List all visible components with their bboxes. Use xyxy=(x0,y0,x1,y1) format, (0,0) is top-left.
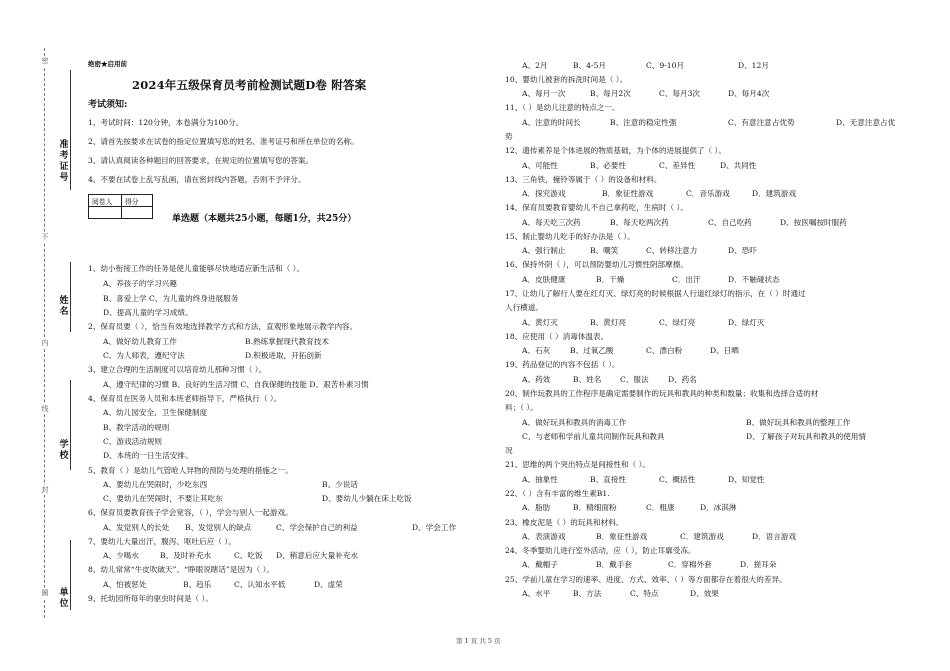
option: D．语言游戏 xyxy=(752,532,797,541)
question-stem: 11、（ ）是幼儿注意的特点之一。 xyxy=(505,103,620,112)
question-stem: 15、制止婴幼儿吃手的好办法是（ ）。 xyxy=(505,232,635,241)
question-stem: 5、教育（ ）是幼儿气管呛人异物的预防与处理的措施之一。 xyxy=(88,466,293,475)
option: D、效果 xyxy=(690,589,719,598)
option: A、养孩子的学习兴趣 xyxy=(103,279,177,288)
option: B、及时补充水 xyxy=(160,551,212,560)
question-stem: 18、应使用（ ）消毒体温表。 xyxy=(505,332,609,341)
option: D、恐吓 xyxy=(728,246,757,255)
notice-heading: 考试须知: xyxy=(88,100,128,110)
question-stem: 22、（ ）含有丰富的维生素B1. xyxy=(505,489,610,498)
option: C、特点 xyxy=(630,589,659,598)
name-label: 姓名 xyxy=(59,296,69,317)
section-title: 单选题（本题共25小题，每题1分，共25分） xyxy=(172,214,357,224)
option: C、转移注意力 xyxy=(646,246,698,255)
option: D、了解孩子对玩具和教具的使用情 xyxy=(746,432,866,441)
option: C、自己吃药 xyxy=(708,218,752,227)
question-stem: 19、药品登记的内容不包括（ ）。 xyxy=(505,360,620,369)
option: B、少说话 xyxy=(322,480,358,489)
option: A、怕被惩处 xyxy=(103,580,147,589)
option: C、差异性 xyxy=(659,161,696,170)
option: A、每月一次 xyxy=(522,89,566,98)
seal-char: 密 xyxy=(41,57,49,65)
option: D．冰淇淋 xyxy=(700,503,737,512)
question-stem: 17、让幼儿了解行人要在红灯灭、绿灯亮的时候根据人行道红绿灯的指示，在（ ）时通过 xyxy=(505,289,806,298)
option: B．干燥 xyxy=(596,275,625,284)
question-stem: 10、婴幼儿被套的拆洗时间是（ ）。 xyxy=(505,75,628,84)
option: B．象征性游戏 xyxy=(596,532,648,541)
option: D．建筑游戏 xyxy=(752,189,797,198)
option: B、黄灯亮 xyxy=(590,318,626,327)
option: B．象征性游戏 xyxy=(602,189,654,198)
option: B、过氧乙酸 xyxy=(570,346,614,355)
question-stem: 7、要幼儿大量出汗，腹泻、呕吐后应（ ）。 xyxy=(88,537,236,546)
option: C、吃饭 xyxy=(234,551,263,560)
question-stem: 9、托幼园所每年的驱虫时间是（ ）。 xyxy=(88,594,213,603)
notice-item: 1、考试时间：120分钟，本卷满分为100分。 xyxy=(88,118,244,127)
question-stem: 24、冬季婴幼儿进行室外活动，应（ ），防止耳廓受冻。 xyxy=(505,546,696,555)
option: A、发觉别人的长处 xyxy=(103,523,170,532)
option: A．表演游戏 xyxy=(522,532,566,541)
option: A、遵守纪律的习惯 B、良好的生活习惯 C、自我保健的技能 D、艰苦朴素习惯 xyxy=(103,380,369,389)
page-number: 第 1 页 共 5 页 xyxy=(456,637,501,645)
option: D、提高儿童的学习成绩。 xyxy=(103,308,193,317)
grader-cell[interactable] xyxy=(89,207,122,219)
notice-item: 4、不要在试卷上乱写乱画，请在密封线内答题，否则不予评分。 xyxy=(88,175,306,184)
option: D、绿灯灭 xyxy=(728,318,765,327)
name-line[interactable] xyxy=(70,262,71,332)
option-wrap: 势 xyxy=(505,132,513,141)
option: D．搓耳朵 xyxy=(740,560,777,569)
score-header: 得分 xyxy=(122,195,153,207)
question-stem: 16、保持外阴（ ），可以预防婴幼儿习惯性阴部摩擦。 xyxy=(505,260,688,269)
notice-item: 3、请认真阅读各种题目的回答要求，在规定的位置填写您的答案。 xyxy=(88,156,314,165)
option: D、本班的一日生活安排。 xyxy=(103,451,193,460)
option: A、强行制止 xyxy=(522,246,566,255)
option: B、姓名 xyxy=(573,375,602,384)
option: C、漂白粉 xyxy=(646,346,683,355)
option: B、必要性 xyxy=(590,161,626,170)
option: D、要幼儿少躺在床上吃饭 xyxy=(322,494,412,503)
option: A、每天吃三次药 xyxy=(522,218,581,227)
unit-label: 单位 xyxy=(59,588,69,609)
option: A．戴帽子 xyxy=(522,560,558,569)
option: A．探究游戏 xyxy=(522,189,566,198)
option: A、幼儿园安全、卫生保健制度 xyxy=(103,408,208,417)
option: D、虚荣 xyxy=(314,580,343,589)
notice-item: 2、请首先按要求在试卷的指定位置填写您的姓名、准考证号和所在单位的名称。 xyxy=(88,137,359,146)
question-stem: 13、三角铁，撞铃等属于（ ）的设备和材料。 xyxy=(505,175,662,184)
option: A、做好玩具和教具的消毒工作 xyxy=(522,418,627,427)
question-stem: 8、幼儿常常“牛皮吹破天”、“睁眼说瞎话”是因为（ ）。 xyxy=(88,565,275,574)
option: D、药名 xyxy=(668,375,697,384)
question-stem: 3、建立合理的生活制度可以培育幼儿那种习惯（ ）。 xyxy=(88,365,267,374)
option: A、要幼儿在哭闹时，少吃东西 xyxy=(103,480,208,489)
question-stem: 2、保育员要（ ），恰当有效地选择教学方式和方法，直观形象地展示教学内容。 xyxy=(88,322,358,331)
option: B、每月2次 xyxy=(590,89,631,98)
school-label: 学校 xyxy=(59,440,69,461)
option: B、趋乐 xyxy=(183,580,212,589)
option: B、嘲笑 xyxy=(590,246,619,255)
option: A．脂肪 xyxy=(522,503,551,512)
option: C、有意注意占优势 xyxy=(728,118,795,127)
question-stem-wrap: 人行横道。 xyxy=(505,303,543,312)
option: C、学会保护自己的利益 xyxy=(276,523,358,532)
seal-char: 内 xyxy=(41,339,49,347)
option: C、9-10月 xyxy=(646,61,685,70)
secret-label: 绝密★启用前 xyxy=(88,60,127,68)
option: D、每月4次 xyxy=(728,89,770,98)
grader-header: 阅卷人 xyxy=(89,195,122,207)
option: C．粗康 xyxy=(646,503,675,512)
question-stem: 12、遗传素养是个体进展的物质基础，为个体的进展提供了（ ）。 xyxy=(505,146,726,155)
option: D、稍意后应大量补充水 xyxy=(276,551,359,560)
seal-char: 封 xyxy=(41,486,49,494)
option: D、共同性 xyxy=(720,161,757,170)
question-stem-wrap: 料；（ ）。 xyxy=(505,403,538,412)
option: C、绿灯亮 xyxy=(659,318,696,327)
option: B、发觉别人的缺点 xyxy=(185,523,252,532)
option: A、注意的时间长 xyxy=(522,118,581,127)
option: A、抽象性 xyxy=(522,475,558,484)
option: C．出汗 xyxy=(672,275,701,284)
option: C．建筑游戏 xyxy=(680,532,724,541)
option: B、注意的稳定性强 xyxy=(610,118,677,127)
question-stem: 20、制作玩教具的工作程序是确定需要制作的玩具和教具的种类和数量；收集和选择合适的材 xyxy=(505,389,819,398)
score-cell[interactable] xyxy=(122,207,153,219)
option: C、每月3次 xyxy=(659,89,701,98)
option: C．穿棉外套 xyxy=(668,560,712,569)
option: A、少喝水 xyxy=(103,551,139,560)
option: B、方法 xyxy=(573,589,602,598)
option: C、认知水平低 xyxy=(234,580,286,589)
option: A、药效 xyxy=(522,375,551,384)
question-stem: 21、思维的两个突出特点是间接性和（ ）。 xyxy=(505,460,650,469)
school-line[interactable] xyxy=(70,380,71,470)
admission-number-line[interactable] xyxy=(70,70,71,190)
option: C、要幼儿在哭闹时，不要让其吃东 xyxy=(103,494,223,503)
option: B．精细面粉 xyxy=(573,503,617,512)
question-stem: 23、橡皮泥是（ ）的玩具和材料。 xyxy=(505,518,624,527)
option: D、学会工作 xyxy=(412,523,457,532)
option: B、喜爱上学 C、为儿童的终身进展服务 xyxy=(103,294,239,303)
option: A、可能性 xyxy=(522,161,558,170)
option: B、做好玩具和教具的整理工作 xyxy=(746,418,851,427)
option: B、4-5月 xyxy=(573,61,606,70)
question-stem: 6、保育员要教育孩子学会宽容，（ ），学会与别人一起游戏。 xyxy=(88,508,293,517)
option: D.积极进取，开拓创新 xyxy=(245,351,322,360)
option: A、做好幼儿教育工作 xyxy=(103,337,177,346)
question-stem: 25、学前儿童在学习的速率、进度、方式、效率、（ ）等方面都存在着很大的差异。 xyxy=(505,575,787,584)
seal-char: 不 xyxy=(41,233,49,241)
option: C、游戏活动规则 xyxy=(103,437,162,446)
seal-dashed-line xyxy=(44,48,45,618)
option: B、直接性 xyxy=(590,475,626,484)
option: D、日晒 xyxy=(710,346,739,355)
option: A、水平 xyxy=(522,589,551,598)
option: B、教学活动的规则 xyxy=(103,423,170,432)
option: B.熟练掌握现代教育技术 xyxy=(245,337,329,346)
option: C、服法 xyxy=(620,375,649,384)
option: C、与老师和学前儿童共同制作玩具和教具 xyxy=(522,432,665,441)
seal-char: 圈 xyxy=(41,589,49,597)
option: B．戴手套 xyxy=(596,560,632,569)
option: C、概括性 xyxy=(659,475,696,484)
question-stem: 4、保育员在医务人员和本班老师指导下，严格执行（ ）。 xyxy=(88,394,282,403)
unit-line[interactable] xyxy=(70,540,71,610)
option: D．不触碰状态 xyxy=(728,275,780,284)
score-table xyxy=(88,194,153,219)
option: D、知觉性 xyxy=(728,475,765,484)
option: A、2月 xyxy=(522,61,548,70)
option: C、为人师表，遵纪守法 xyxy=(103,351,185,360)
question-stem: 1、幼小衔接工作的任务是使儿童能够尽快地适应新生活和（ ）。 xyxy=(88,264,305,273)
question-stem: 14、保育员要教育婴幼儿不自己拿药吃，生病时（ ）。 xyxy=(505,203,688,212)
option: A．皮肤健康 xyxy=(522,275,566,284)
admission-number-label: 准考证号 xyxy=(59,140,69,183)
seal-char: 线 xyxy=(41,405,49,413)
option: C．音乐游戏 xyxy=(686,189,730,198)
option-wrap: 况 xyxy=(505,446,513,455)
option: D、12月 xyxy=(738,61,769,70)
option: B、每天吃两次药 xyxy=(610,218,669,227)
option: A、石灰 xyxy=(522,346,551,355)
option: D、按医嘱按时服药 xyxy=(780,218,847,227)
option: A、黄灯灭 xyxy=(522,318,558,327)
page-title: 2024年五级保育员考前检测试题D卷 附答案 xyxy=(132,78,367,92)
option: D、无意注意占优 xyxy=(836,118,896,127)
